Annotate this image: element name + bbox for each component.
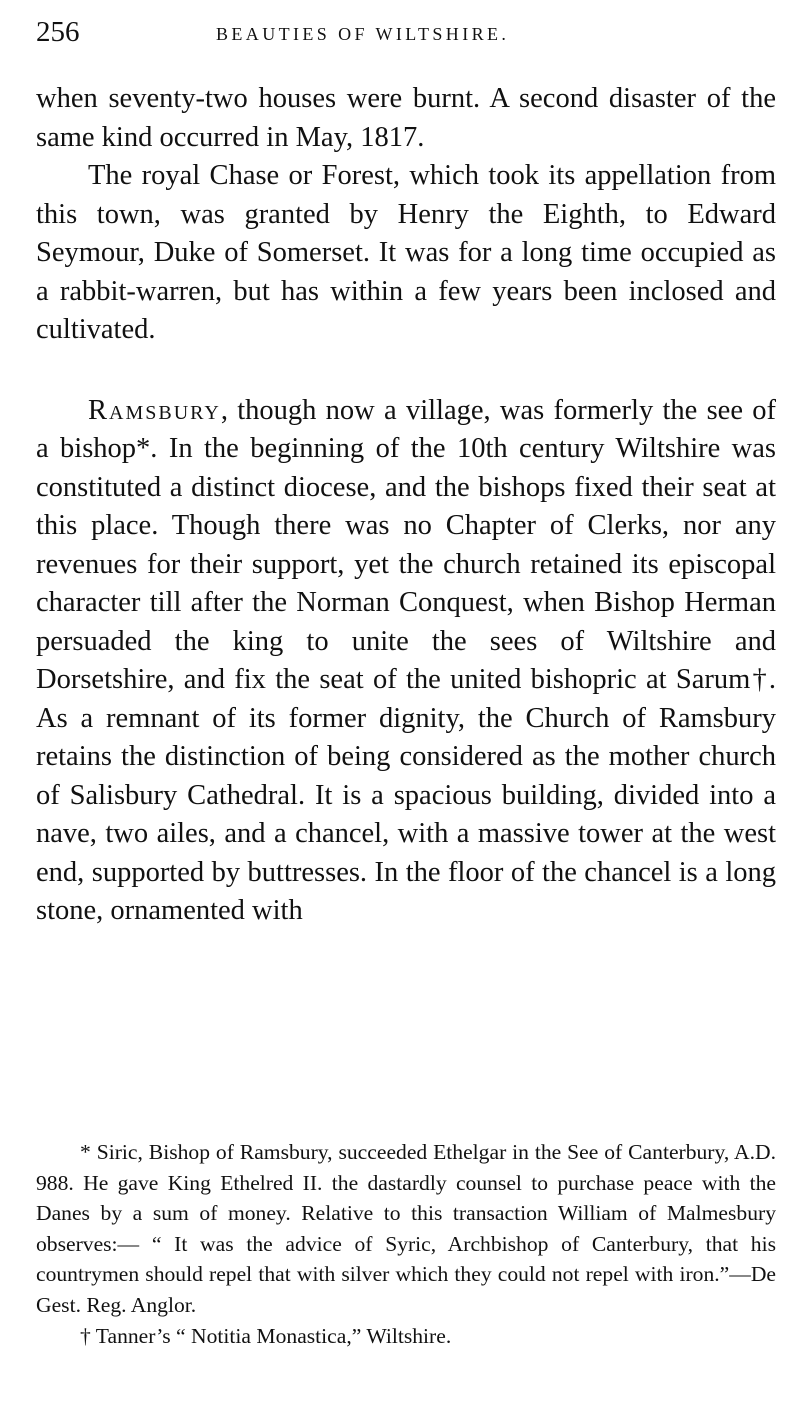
footnote-asterisk: * Siric, Bishop of Ramsbury, succeeded Ethelgar in the See of Canterbury, A.D. 988. He gave King Ethelred II. the dastardly counsel to purchase peace with the Danes by a sum of money. Relative to this transaction William of Malmesbury observes:— “ It was the advice of Syric, Archbishop of Canterbury, that his countrymen should repel that with silver which they could not repel with iron.”—De Gest. Reg. Anglor. xyxy=(36,1140,776,1317)
footnotes xyxy=(36,1137,776,1351)
paragraph-continued: when seventy-two houses were burnt. A second disaster of the same kind occurred in May, 1817. xyxy=(36,83,776,153)
footnote-dagger: † Tanner’s “ Notitia Monastica,” Wiltshire. xyxy=(80,1323,452,1348)
ramsbury-heading-word: Ramsbury xyxy=(88,394,221,426)
paragraph-ramsbury-text: , though now a village, was formerly the see of a bishop*. In the beginning of the 10th century Wiltshire was constituted a distinct diocese, and the bishops fixed their seat at this place. Though there was no Chapter of Clerks, nor any revenues for their support, yet the church retained its episcopal character till after the Norman Conquest, when Bishop Herman persuaded the king to unite the sees of Wiltshire and Dorsetshire, and fix the seat of the united bishopric at Sarum†. As a remnant of its former dignity, the Church of Ramsbury retains the distinction of being considered as the mother church of Salisbury Cathedral. It is a spacious building, divided into a nave, two ailes, and a chancel, with a massive tower at the west end, supported by buttresses. In the floor of the chancel is a long stone, ornamented with xyxy=(36,394,776,926)
body-text xyxy=(36,80,776,931)
page-number: 256 xyxy=(36,16,80,48)
paragraph-gap xyxy=(36,350,776,392)
running-title: BEAUTIES OF WILTSHIRE. xyxy=(216,24,510,44)
running-head xyxy=(36,14,776,58)
paragraph-royal-chase: The royal Chase or Forest, which took its appellation from this town, was granted by Henry the Eighth, to Edward Seymour, Duke of Somerset. It was for a long time occupied as a rabbit-warren, but has within a few years been inclosed and cultivated. xyxy=(36,160,776,345)
paragraph-ramsbury xyxy=(36,392,776,931)
